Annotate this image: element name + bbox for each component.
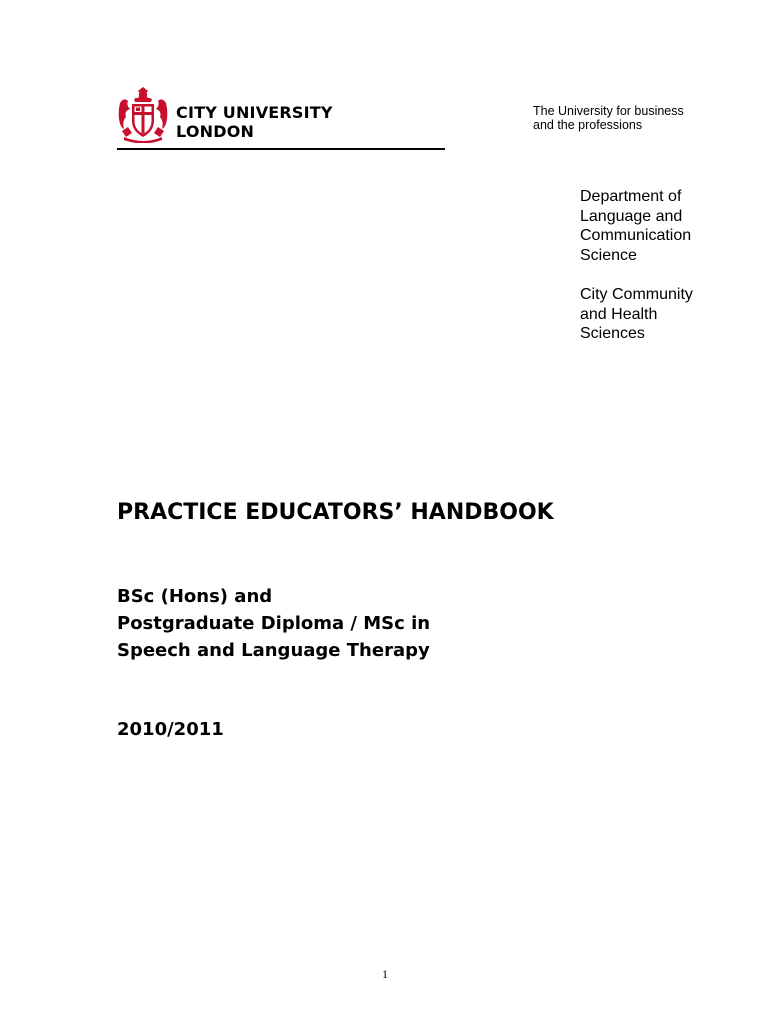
header-divider	[117, 148, 445, 150]
crest-icon	[118, 87, 168, 143]
school-line: and Health	[580, 305, 658, 323]
department-name	[580, 187, 691, 265]
tagline-line: and the professions	[533, 118, 643, 132]
school-line: City Community	[580, 286, 693, 303]
programme-title	[117, 583, 430, 664]
school-name	[580, 285, 693, 344]
university-tagline	[533, 104, 684, 132]
tagline-line: The University for business	[533, 104, 684, 118]
university-logo	[118, 87, 333, 145]
department-line: Language and	[580, 207, 683, 225]
department-line: Communication	[580, 227, 692, 245]
school-line: Sciences	[580, 325, 645, 343]
department-line: Department of	[580, 188, 682, 205]
programme-line: Speech and Language Therapy	[117, 640, 430, 661]
page-number: 1	[382, 967, 388, 981]
programme-line: BSc (Hons) and	[117, 586, 273, 607]
academic-year: 2010/2011	[117, 719, 224, 740]
programme-line: Postgraduate Diploma / MSc in	[117, 613, 431, 634]
university-name-line: CITY UNIVERSITY	[176, 103, 333, 122]
university-name-line: LONDON	[176, 122, 255, 141]
department-line: Science	[580, 246, 637, 264]
university-name	[176, 103, 333, 141]
document-title: PRACTICE EDUCATORS’ HANDBOOK	[117, 500, 554, 525]
